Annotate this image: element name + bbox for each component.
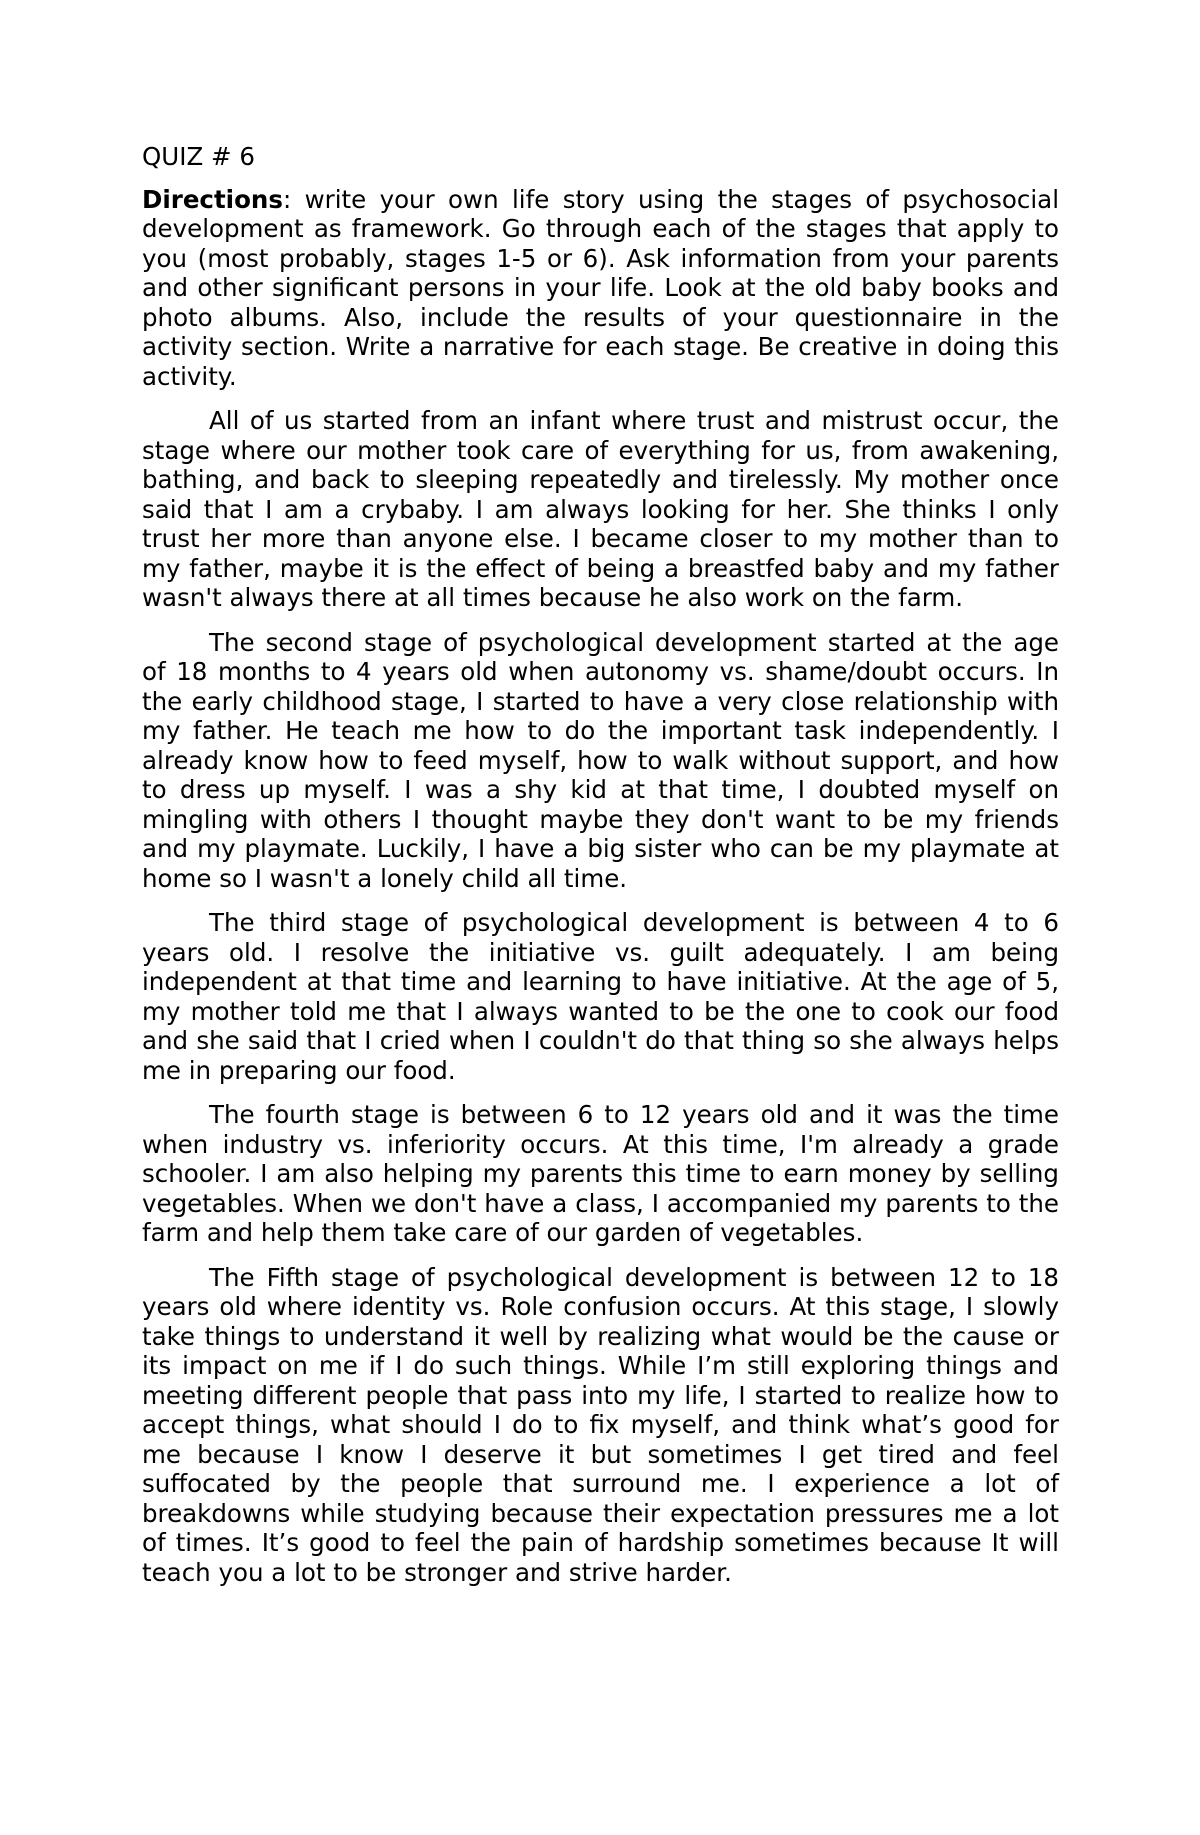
document-page <box>142 142 1059 1602</box>
directions-paragraph <box>142 185 1059 392</box>
directions-text: : write your own life story using the stages of psychosocial development as framework. Go through each of the stages that apply to you (most probably, stages 1-5 or 6). Ask information from your parents and other significant persons in your life. Look at the old baby books and photo albums. Also, include the results of your questionnaire in the activity section. Write a narrative for each stage. Be creative in doing this activity. <box>142 184 1059 391</box>
stage-1-paragraph: All of us started from an infant where trust and mistrust occur, the stage where our mother took care of everything for us, from awakening, bathing, and back to sleeping repeatedly and tirelessly. My mother once said that I am a crybaby. I am always looking for her. She thinks I only trust her more than anyone else. I became closer to my mother than to my father, maybe it is the effect of being a breastfed baby and my father wasn't always there at all times because he also work on the farm. <box>142 406 1059 612</box>
stage-4-paragraph: The fourth stage is between 6 to 12 years old and it was the time when industry vs. inferiority occurs. At this time, I'm already a grade schooler. I am also helping my parents this time to earn money by selling vegetables. When we don't have a class, I accompanied my parents to the farm and help them take care of our garden of vegetables. <box>142 1100 1059 1247</box>
quiz-title: QUIZ # 6 <box>142 142 255 171</box>
directions-label: Directions <box>142 184 283 214</box>
stage-5-paragraph: The Fifth stage of psychological development is between 12 to 18 years old where identity vs. Role confusion occurs. At this stage, I slowly take things to understand it well by realizing what would be the cause or its impact on me if I do such things. While I’m still exploring things and meeting different people that pass into my life, I started to realize how to accept things, what should I do to fix myself, and think what’s good for me because I know I deserve it but sometimes I get tired and feel suffocated by the people that surround me. I experience a lot of breakdowns while studying because their expectation pressures me a lot of times. It’s good to feel the pain of hardship sometimes because It will teach you a lot to be stronger and strive harder. <box>142 1262 1059 1587</box>
stage-3-paragraph: The third stage of psychological development is between 4 to 6 years old. I resolve the initiative vs. guilt adequately. I am being independent at that time and learning to have initiative. At the age of 5, my mother told me that I always wanted to be the one to cook our food and she said that I cried when I couldn't do that thing so she always helps me in preparing our food. <box>142 908 1059 1085</box>
stage-2-paragraph: The second stage of psychological development started at the age of 18 months to 4 years old when autonomy vs. shame/doubt occurs. In the early childhood stage, I started to have a very close relationship with my father. He teach me how to do the important task independently. I already know how to feed myself, how to walk without support, and how to dress up myself. I was a shy kid at that time, I doubted myself on mingling with others I thought maybe they don't want to be my friends and my playmate. Luckily, I have a big sister who can be my playmate at home so I wasn't a lonely child all time. <box>142 627 1059 893</box>
